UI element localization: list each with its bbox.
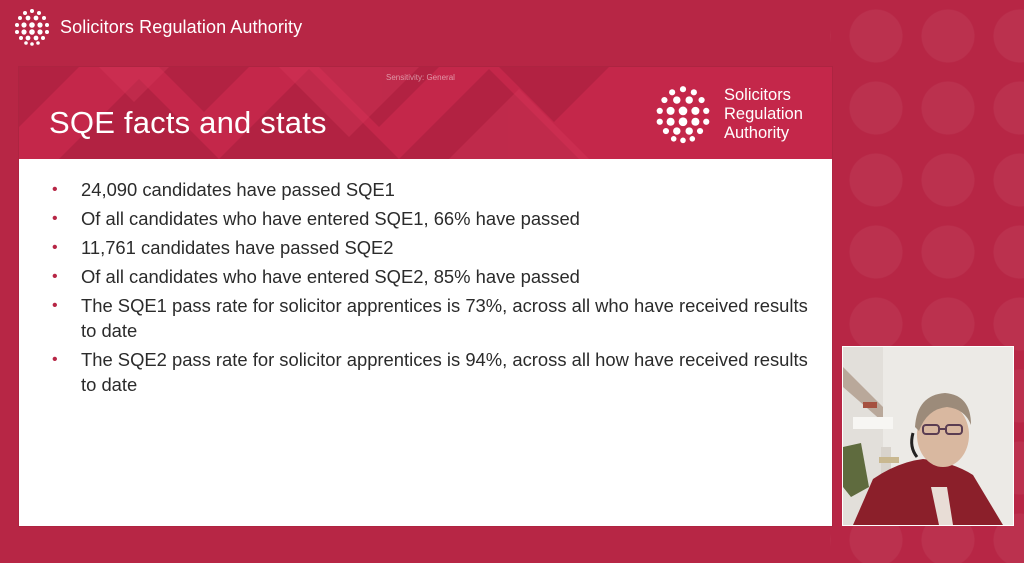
bullet-text: The SQE2 pass rate for solicitor apprentices is 94%, across all how have received results to date	[81, 349, 808, 395]
logo-line: Authority	[724, 123, 790, 142]
bullet-marker: •	[52, 210, 58, 227]
logo-line: Solicitors	[724, 85, 791, 104]
brand-header	[12, 8, 302, 46]
bullet-item	[49, 206, 809, 231]
bullet-list	[49, 177, 809, 401]
presentation-slide	[19, 67, 832, 526]
bullet-marker: •	[52, 297, 58, 314]
bullet-item	[49, 264, 809, 289]
slide-logo	[652, 83, 803, 145]
bullet-item	[49, 293, 809, 343]
bullet-item	[49, 235, 809, 260]
sensitivity-label: Sensitivity: General	[386, 73, 455, 82]
bullet-text: 11,761 candidates have passed SQE2	[81, 237, 394, 258]
dot-grid-logo-icon	[12, 7, 52, 47]
slide-header-band	[19, 67, 832, 159]
bullet-marker: •	[52, 239, 58, 256]
bullet-marker: •	[52, 351, 58, 368]
bullet-text: The SQE1 pass rate for solicitor apprentices is 73%, across all who have received results to date	[81, 295, 808, 341]
brand-name: Solicitors Regulation Authority	[60, 16, 303, 37]
slide-logo-text	[724, 86, 803, 143]
bullet-marker: •	[52, 268, 58, 285]
slide-title: SQE facts and stats	[49, 105, 327, 140]
dot-grid-logo-icon	[652, 83, 714, 145]
bullet-item	[49, 177, 809, 202]
logo-line: Regulation	[724, 104, 803, 123]
bullet-text: 24,090 candidates have passed SQE1	[81, 179, 395, 200]
speaker-video-tile[interactable]	[842, 346, 1014, 526]
bullet-text: Of all candidates who have entered SQE2, 85% have passed	[81, 266, 580, 287]
bullet-text: Of all candidates who have entered SQE1, 66% have passed	[81, 208, 580, 229]
speaker-video-frame	[843, 347, 1013, 525]
bullet-marker: •	[52, 181, 58, 198]
bullet-item	[49, 347, 809, 397]
